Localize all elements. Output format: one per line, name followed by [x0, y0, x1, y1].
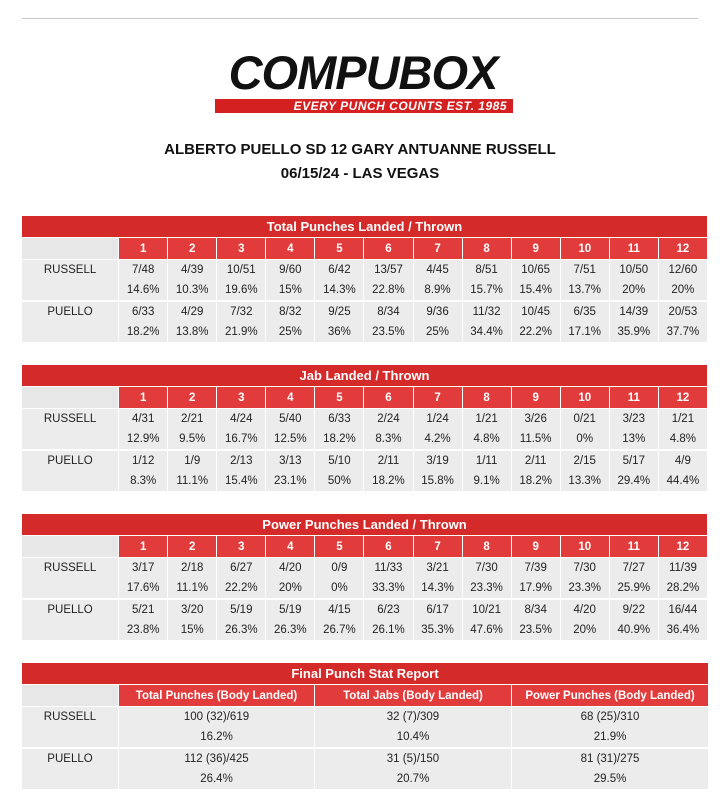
percentage-cell: 15.7%: [462, 280, 511, 301]
percentage-cell: 15%: [168, 620, 217, 641]
round-header: 5: [315, 238, 364, 260]
fighter-name: RUSSELL: [22, 558, 119, 579]
percentage-cell: 11.1%: [168, 471, 217, 492]
round-header: 10: [560, 238, 609, 260]
fighter-name: RUSSELL: [22, 409, 119, 430]
percentage-cell: 25.9%: [609, 578, 658, 599]
round-header: 6: [364, 238, 413, 260]
landed-thrown-cell: 5/10: [315, 450, 364, 471]
round-header: 3: [217, 238, 266, 260]
landed-thrown-cell: 4/20: [560, 599, 609, 620]
percentage-cell: 23.3%: [560, 578, 609, 599]
percentage-cell: 0%: [560, 429, 609, 450]
round-header: 12: [658, 238, 707, 260]
round-header: 12: [658, 387, 707, 409]
landed-thrown-cell: 4/15: [315, 599, 364, 620]
landed-thrown-cell: 20/53: [658, 301, 707, 322]
fighter-values-row: [22, 301, 708, 322]
percentage-cell: 20.7%: [315, 769, 512, 790]
round-header: 10: [560, 536, 609, 558]
landed-thrown-cell: 12/60: [658, 260, 707, 281]
round-header: 4: [266, 536, 315, 558]
landed-thrown-cell: 8/34: [511, 599, 560, 620]
landed-thrown-cell: 4/45: [413, 260, 462, 281]
round-header: 9: [511, 238, 560, 260]
round-header: 5: [315, 387, 364, 409]
percentage-cell: 35.9%: [609, 322, 658, 343]
landed-thrown-cell: 0/21: [560, 409, 609, 430]
percentage-cell: 17.9%: [511, 578, 560, 599]
round-header: 1: [119, 238, 168, 260]
percentage-cell: 22.2%: [217, 578, 266, 599]
percentage-cell: 34.4%: [462, 322, 511, 343]
final-report-table: [21, 662, 709, 791]
top-divider: [22, 18, 698, 19]
final-total-cell: 32 (7)/309: [315, 707, 512, 728]
final-column-header: Total Jabs (Body Landed): [315, 685, 512, 707]
landed-thrown-cell: 11/33: [364, 558, 413, 579]
round-header: 1: [119, 387, 168, 409]
fighter-values-row: [22, 558, 708, 579]
fighter-name: RUSSELL: [22, 707, 119, 728]
round-header: 3: [217, 536, 266, 558]
landed-thrown-cell: 7/30: [462, 558, 511, 579]
name-spacer-cell: [22, 471, 119, 492]
percentage-cell: 18.2%: [315, 429, 364, 450]
landed-thrown-cell: 8/32: [266, 301, 315, 322]
percentage-cell: 26.1%: [364, 620, 413, 641]
percentage-cell: 8.3%: [119, 471, 168, 492]
round-header: 8: [462, 536, 511, 558]
percentage-cell: 8.9%: [413, 280, 462, 301]
name-spacer-cell: [22, 620, 119, 641]
table-title-row: [22, 365, 708, 387]
landed-thrown-cell: 2/21: [168, 409, 217, 430]
landed-thrown-cell: 9/22: [609, 599, 658, 620]
percentage-cell: 23.5%: [364, 322, 413, 343]
fighter-values-row: [22, 707, 709, 728]
table-title: Total Punches Landed / Thrown: [22, 216, 708, 238]
landed-thrown-cell: 1/24: [413, 409, 462, 430]
percentage-cell: 29.5%: [512, 769, 709, 790]
landed-thrown-cell: 6/33: [119, 301, 168, 322]
percentage-cell: 23.5%: [511, 620, 560, 641]
landed-thrown-cell: 6/42: [315, 260, 364, 281]
percentage-cell: 21.9%: [217, 322, 266, 343]
landed-thrown-cell: 2/15: [560, 450, 609, 471]
round-header: 11: [609, 536, 658, 558]
round-header: 1: [119, 536, 168, 558]
percentage-cell: 15.4%: [217, 471, 266, 492]
fighter-pct-row: [22, 578, 708, 599]
landed-thrown-cell: 11/39: [658, 558, 707, 579]
percentage-cell: 23.1%: [266, 471, 315, 492]
round-header: 11: [609, 387, 658, 409]
landed-thrown-cell: 7/30: [560, 558, 609, 579]
name-spacer-cell: [22, 727, 119, 748]
fighter-name: RUSSELL: [22, 260, 119, 281]
landed-thrown-cell: 10/50: [609, 260, 658, 281]
round-header: 7: [413, 238, 462, 260]
fighter-pct-row: [22, 727, 709, 748]
landed-thrown-cell: 8/34: [364, 301, 413, 322]
percentage-cell: 9.1%: [462, 471, 511, 492]
landed-thrown-cell: 3/23: [609, 409, 658, 430]
landed-thrown-cell: 3/21: [413, 558, 462, 579]
fighter-values-row: [22, 450, 708, 471]
landed-thrown-cell: 4/24: [217, 409, 266, 430]
landed-thrown-cell: 2/11: [364, 450, 413, 471]
percentage-cell: 10.3%: [168, 280, 217, 301]
percentage-cell: 13.3%: [560, 471, 609, 492]
percentage-cell: 16.7%: [217, 429, 266, 450]
landed-thrown-cell: 1/11: [462, 450, 511, 471]
landed-thrown-cell: 16/44: [658, 599, 707, 620]
percentage-cell: 16.2%: [119, 727, 315, 748]
percentage-cell: 9.5%: [168, 429, 217, 450]
fight-result-title: ALBERTO PUELLO SD 12 GARY ANTUANNE RUSSELL: [164, 141, 556, 158]
percentage-cell: 4.8%: [658, 429, 707, 450]
landed-thrown-cell: 6/35: [560, 301, 609, 322]
percentage-cell: 0%: [315, 578, 364, 599]
landed-thrown-cell: 3/17: [119, 558, 168, 579]
percentage-cell: 36.4%: [658, 620, 707, 641]
percentage-cell: 26.3%: [217, 620, 266, 641]
landed-thrown-cell: 7/51: [560, 260, 609, 281]
fighter-pct-row: [22, 620, 708, 641]
landed-thrown-cell: 9/60: [266, 260, 315, 281]
round-header: 8: [462, 238, 511, 260]
landed-thrown-cell: 10/21: [462, 599, 511, 620]
round-header-row: [22, 238, 708, 260]
logo-wordmark: COMPUBOX: [228, 46, 498, 99]
round-header: 10: [560, 387, 609, 409]
percentage-cell: 14.3%: [413, 578, 462, 599]
percentage-cell: 12.9%: [119, 429, 168, 450]
table-title: Final Punch Stat Report: [22, 663, 709, 685]
percentage-cell: 13.8%: [168, 322, 217, 343]
landed-thrown-cell: 7/27: [609, 558, 658, 579]
round-header: 6: [364, 387, 413, 409]
percentage-cell: 36%: [315, 322, 364, 343]
table-title: Jab Landed / Thrown: [22, 365, 708, 387]
percentage-cell: 21.9%: [512, 727, 709, 748]
percentage-cell: 14.3%: [315, 280, 364, 301]
landed-thrown-cell: 4/20: [266, 558, 315, 579]
percentage-cell: 8.3%: [364, 429, 413, 450]
final-total-cell: 100 (32)/619: [119, 707, 315, 728]
round-header: 12: [658, 536, 707, 558]
fighter-pct-row: [22, 429, 708, 450]
percentage-cell: 26.3%: [266, 620, 315, 641]
stat-table: [21, 513, 708, 642]
landed-thrown-cell: 0/9: [315, 558, 364, 579]
table-title: Power Punches Landed / Thrown: [22, 514, 708, 536]
fighter-name: PUELLO: [22, 301, 119, 322]
landed-thrown-cell: 3/19: [413, 450, 462, 471]
percentage-cell: 18.2%: [364, 471, 413, 492]
percentage-cell: 18.2%: [511, 471, 560, 492]
fighter-name: PUELLO: [22, 450, 119, 471]
fighter-pct-row: [22, 322, 708, 343]
table-title-row: [22, 663, 709, 685]
landed-thrown-cell: 5/19: [266, 599, 315, 620]
final-column-header: Total Punches (Body Landed): [119, 685, 315, 707]
landed-thrown-cell: 5/40: [266, 409, 315, 430]
landed-thrown-cell: 5/21: [119, 599, 168, 620]
round-header: 4: [266, 238, 315, 260]
landed-thrown-cell: 2/18: [168, 558, 217, 579]
percentage-cell: 12.5%: [266, 429, 315, 450]
percentage-cell: 44.4%: [658, 471, 707, 492]
landed-thrown-cell: 6/33: [315, 409, 364, 430]
name-spacer-cell: [22, 280, 119, 301]
stat-table: [21, 215, 708, 344]
percentage-cell: 25%: [266, 322, 315, 343]
percentage-cell: 28.2%: [658, 578, 707, 599]
round-header: 8: [462, 387, 511, 409]
percentage-cell: 17.6%: [119, 578, 168, 599]
table-title-row: [22, 514, 708, 536]
round-header: 6: [364, 536, 413, 558]
round-header: 9: [511, 387, 560, 409]
landed-thrown-cell: 6/27: [217, 558, 266, 579]
landed-thrown-cell: 7/39: [511, 558, 560, 579]
round-header: 9: [511, 536, 560, 558]
landed-thrown-cell: 5/19: [217, 599, 266, 620]
round-header: 2: [168, 536, 217, 558]
final-total-cell: 81 (31)/275: [512, 748, 709, 769]
landed-thrown-cell: 4/39: [168, 260, 217, 281]
landed-thrown-cell: 1/12: [119, 450, 168, 471]
final-total-cell: 31 (5)/150: [315, 748, 512, 769]
landed-thrown-cell: 1/21: [658, 409, 707, 430]
percentage-cell: 35.3%: [413, 620, 462, 641]
landed-thrown-cell: 3/13: [266, 450, 315, 471]
landed-thrown-cell: 2/11: [511, 450, 560, 471]
landed-thrown-cell: 13/57: [364, 260, 413, 281]
percentage-cell: 26.4%: [119, 769, 315, 790]
name-spacer-cell: [22, 769, 119, 790]
fighter-pct-row: [22, 769, 709, 790]
round-header: 2: [168, 387, 217, 409]
landed-thrown-cell: 8/51: [462, 260, 511, 281]
landed-thrown-cell: 9/25: [315, 301, 364, 322]
percentage-cell: 10.4%: [315, 727, 512, 748]
fighter-values-row: [22, 260, 708, 281]
landed-thrown-cell: 5/17: [609, 450, 658, 471]
percentage-cell: 19.6%: [217, 280, 266, 301]
round-header: 11: [609, 238, 658, 260]
percentage-cell: 4.2%: [413, 429, 462, 450]
compubox-logo: [213, 45, 513, 115]
round-header: 4: [266, 387, 315, 409]
round-header: 7: [413, 536, 462, 558]
landed-thrown-cell: 6/23: [364, 599, 413, 620]
landed-thrown-cell: 2/13: [217, 450, 266, 471]
landed-thrown-cell: 10/45: [511, 301, 560, 322]
fighter-values-row: [22, 599, 708, 620]
final-header-row: [22, 685, 709, 707]
percentage-cell: 29.4%: [609, 471, 658, 492]
percentage-cell: 20%: [609, 280, 658, 301]
landed-thrown-cell: 10/51: [217, 260, 266, 281]
landed-thrown-cell: 4/9: [658, 450, 707, 471]
fighter-values-row: [22, 409, 708, 430]
header-blank-cell: [22, 685, 119, 707]
percentage-cell: 15.8%: [413, 471, 462, 492]
percentage-cell: 4.8%: [462, 429, 511, 450]
percentage-cell: 37.7%: [658, 322, 707, 343]
percentage-cell: 23.3%: [462, 578, 511, 599]
final-column-header: Power Punches (Body Landed): [512, 685, 709, 707]
percentage-cell: 47.6%: [462, 620, 511, 641]
round-header: 5: [315, 536, 364, 558]
landed-thrown-cell: 4/31: [119, 409, 168, 430]
round-header-row: [22, 387, 708, 409]
header-blank-cell: [22, 387, 119, 409]
percentage-cell: 26.7%: [315, 620, 364, 641]
final-total-cell: 112 (36)/425: [119, 748, 315, 769]
fighter-pct-row: [22, 280, 708, 301]
round-header: 7: [413, 387, 462, 409]
fighter-name: PUELLO: [22, 748, 119, 769]
fight-date-location: 06/15/24 - LAS VEGAS: [280, 165, 440, 182]
percentage-cell: 23.8%: [119, 620, 168, 641]
percentage-cell: 13%: [609, 429, 658, 450]
percentage-cell: 33.3%: [364, 578, 413, 599]
percentage-cell: 22.8%: [364, 280, 413, 301]
table-title-row: [22, 216, 708, 238]
percentage-cell: 20%: [266, 578, 315, 599]
landed-thrown-cell: 6/17: [413, 599, 462, 620]
percentage-cell: 25%: [413, 322, 462, 343]
fighter-pct-row: [22, 471, 708, 492]
percentage-cell: 18.2%: [119, 322, 168, 343]
landed-thrown-cell: 3/20: [168, 599, 217, 620]
landed-thrown-cell: 1/21: [462, 409, 511, 430]
name-spacer-cell: [22, 429, 119, 450]
round-header: 2: [168, 238, 217, 260]
percentage-cell: 40.9%: [609, 620, 658, 641]
landed-thrown-cell: 14/39: [609, 301, 658, 322]
landed-thrown-cell: 2/24: [364, 409, 413, 430]
fighter-values-row: [22, 748, 709, 769]
header-blank-cell: [22, 536, 119, 558]
percentage-cell: 11.5%: [511, 429, 560, 450]
percentage-cell: 20%: [560, 620, 609, 641]
percentage-cell: 15%: [266, 280, 315, 301]
percentage-cell: 11.1%: [168, 578, 217, 599]
name-spacer-cell: [22, 578, 119, 599]
round-header-row: [22, 536, 708, 558]
percentage-cell: 14.6%: [119, 280, 168, 301]
round-header: 3: [217, 387, 266, 409]
landed-thrown-cell: 9/36: [413, 301, 462, 322]
percentage-cell: 20%: [658, 280, 707, 301]
landed-thrown-cell: 7/32: [217, 301, 266, 322]
landed-thrown-cell: 10/65: [511, 260, 560, 281]
percentage-cell: 15.4%: [511, 280, 560, 301]
landed-thrown-cell: 4/29: [168, 301, 217, 322]
fighter-name: PUELLO: [22, 599, 119, 620]
landed-thrown-cell: 11/32: [462, 301, 511, 322]
percentage-cell: 22.2%: [511, 322, 560, 343]
landed-thrown-cell: 7/48: [119, 260, 168, 281]
percentage-cell: 13.7%: [560, 280, 609, 301]
percentage-cell: 17.1%: [560, 322, 609, 343]
landed-thrown-cell: 1/9: [168, 450, 217, 471]
percentage-cell: 50%: [315, 471, 364, 492]
header-blank-cell: [22, 238, 119, 260]
final-total-cell: 68 (25)/310: [512, 707, 709, 728]
logo-tagline: EVERY PUNCH COUNTS EST. 1985: [293, 99, 507, 113]
name-spacer-cell: [22, 322, 119, 343]
stat-table: [21, 364, 708, 493]
landed-thrown-cell: 3/26: [511, 409, 560, 430]
